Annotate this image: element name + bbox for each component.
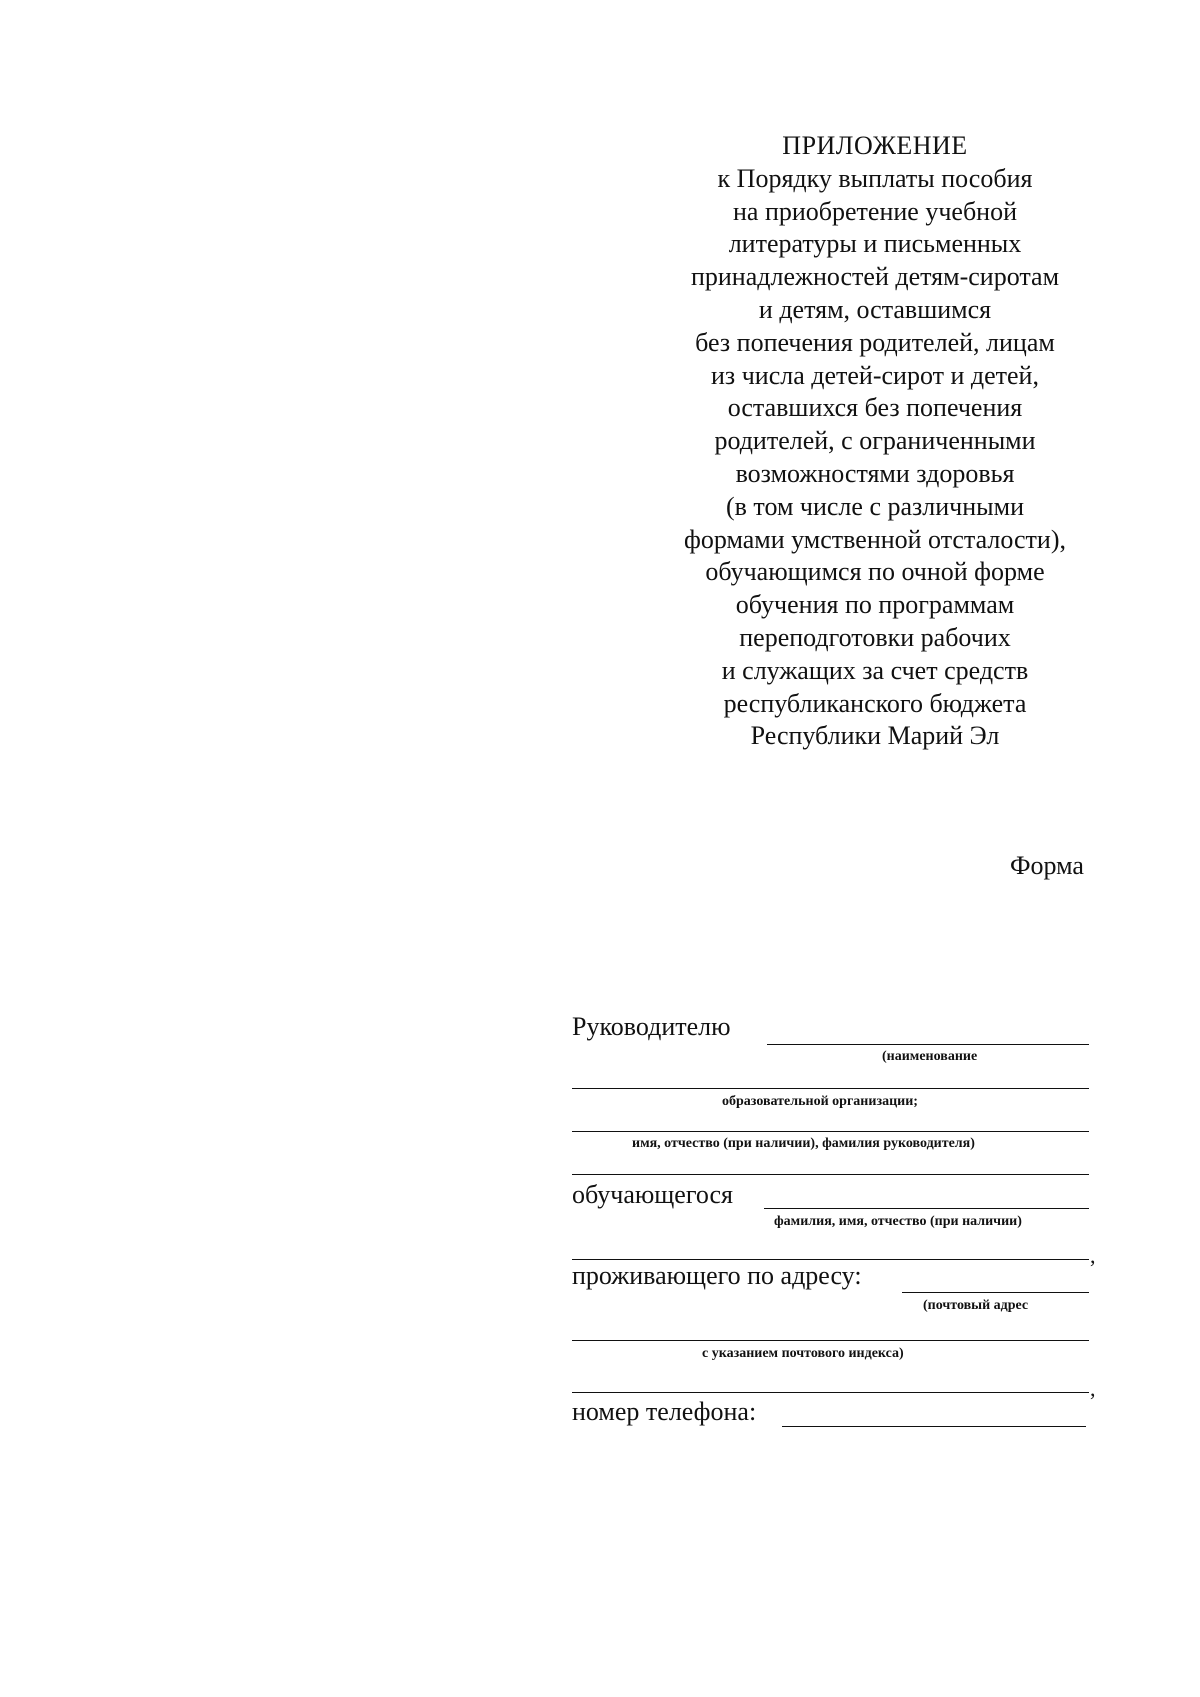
student-name-field[interactable]: [764, 1208, 1089, 1209]
phone-label: номер телефона:: [572, 1397, 757, 1426]
student-label: обучающегося: [572, 1180, 734, 1209]
appendix-line: из числа детей-сирот и детей,: [711, 360, 1039, 390]
appendix-line: литературы и письменных: [728, 229, 1022, 259]
appendix-line: родителей, с ограниченными: [714, 426, 1036, 456]
student-hint: фамилия, имя, отчество (при наличии): [774, 1214, 1022, 1229]
address-label: проживающего по адресу:: [572, 1261, 862, 1290]
appendix-line: принадлежностей детям-сиротам: [690, 262, 1060, 292]
head-extra-field[interactable]: [572, 1174, 1089, 1175]
appendix-line: и служащих за счет средств: [721, 655, 1029, 685]
phone-field[interactable]: [782, 1426, 1086, 1427]
appendix-line: формами умственной отсталости),: [684, 524, 1066, 554]
head-fullname-hint: имя, отчество (при наличии), фамилия руководителя): [632, 1136, 975, 1151]
address-field-2[interactable]: [572, 1340, 1089, 1341]
appendix-line: переподготовки рабочих: [739, 622, 1011, 652]
appendix-title: ПРИЛОЖЕНИЕ: [782, 131, 968, 160]
appendix-line: обучения по программам: [735, 590, 1015, 620]
appendix-line: к Порядку выплаты пособия: [717, 163, 1033, 193]
address-index-hint: с указанием почтового индекса): [702, 1346, 904, 1361]
appendix-line: Республики Марий Эл: [750, 721, 1000, 751]
comma-mark: ,: [1090, 1243, 1096, 1268]
head-fullname-field[interactable]: [572, 1131, 1089, 1132]
appendix-line: и детям, оставшимся: [758, 294, 992, 324]
appendix-line: обучающимся по очной форме: [705, 557, 1045, 587]
form-label: Форма: [1010, 851, 1084, 880]
appendix-line: возможностями здоровья: [735, 458, 1015, 488]
student-extra-field[interactable]: [572, 1259, 1089, 1260]
appendix-line: республиканского бюджета: [723, 688, 1027, 718]
head-label: Руководителю: [572, 1012, 731, 1041]
address-field-3[interactable]: [572, 1392, 1089, 1393]
comma-mark: ,: [1090, 1376, 1096, 1401]
appendix-line: без попечения родителей, лицам: [695, 327, 1055, 357]
appendix-line: (в том числе с различными: [725, 491, 1025, 521]
appendix-line: на приобретение учебной: [733, 196, 1017, 226]
head-hint-name: (наименование: [882, 1049, 978, 1064]
head-name-field[interactable]: [767, 1044, 1089, 1045]
address-hint: (почтовый адрес: [923, 1298, 1029, 1313]
address-field[interactable]: [902, 1292, 1089, 1293]
appendix-line: оставшихся без попечения: [727, 393, 1023, 423]
appendix-header: [660, 130, 1090, 753]
organization-field[interactable]: [572, 1088, 1089, 1089]
organization-hint: образовательной организации;: [722, 1094, 918, 1109]
